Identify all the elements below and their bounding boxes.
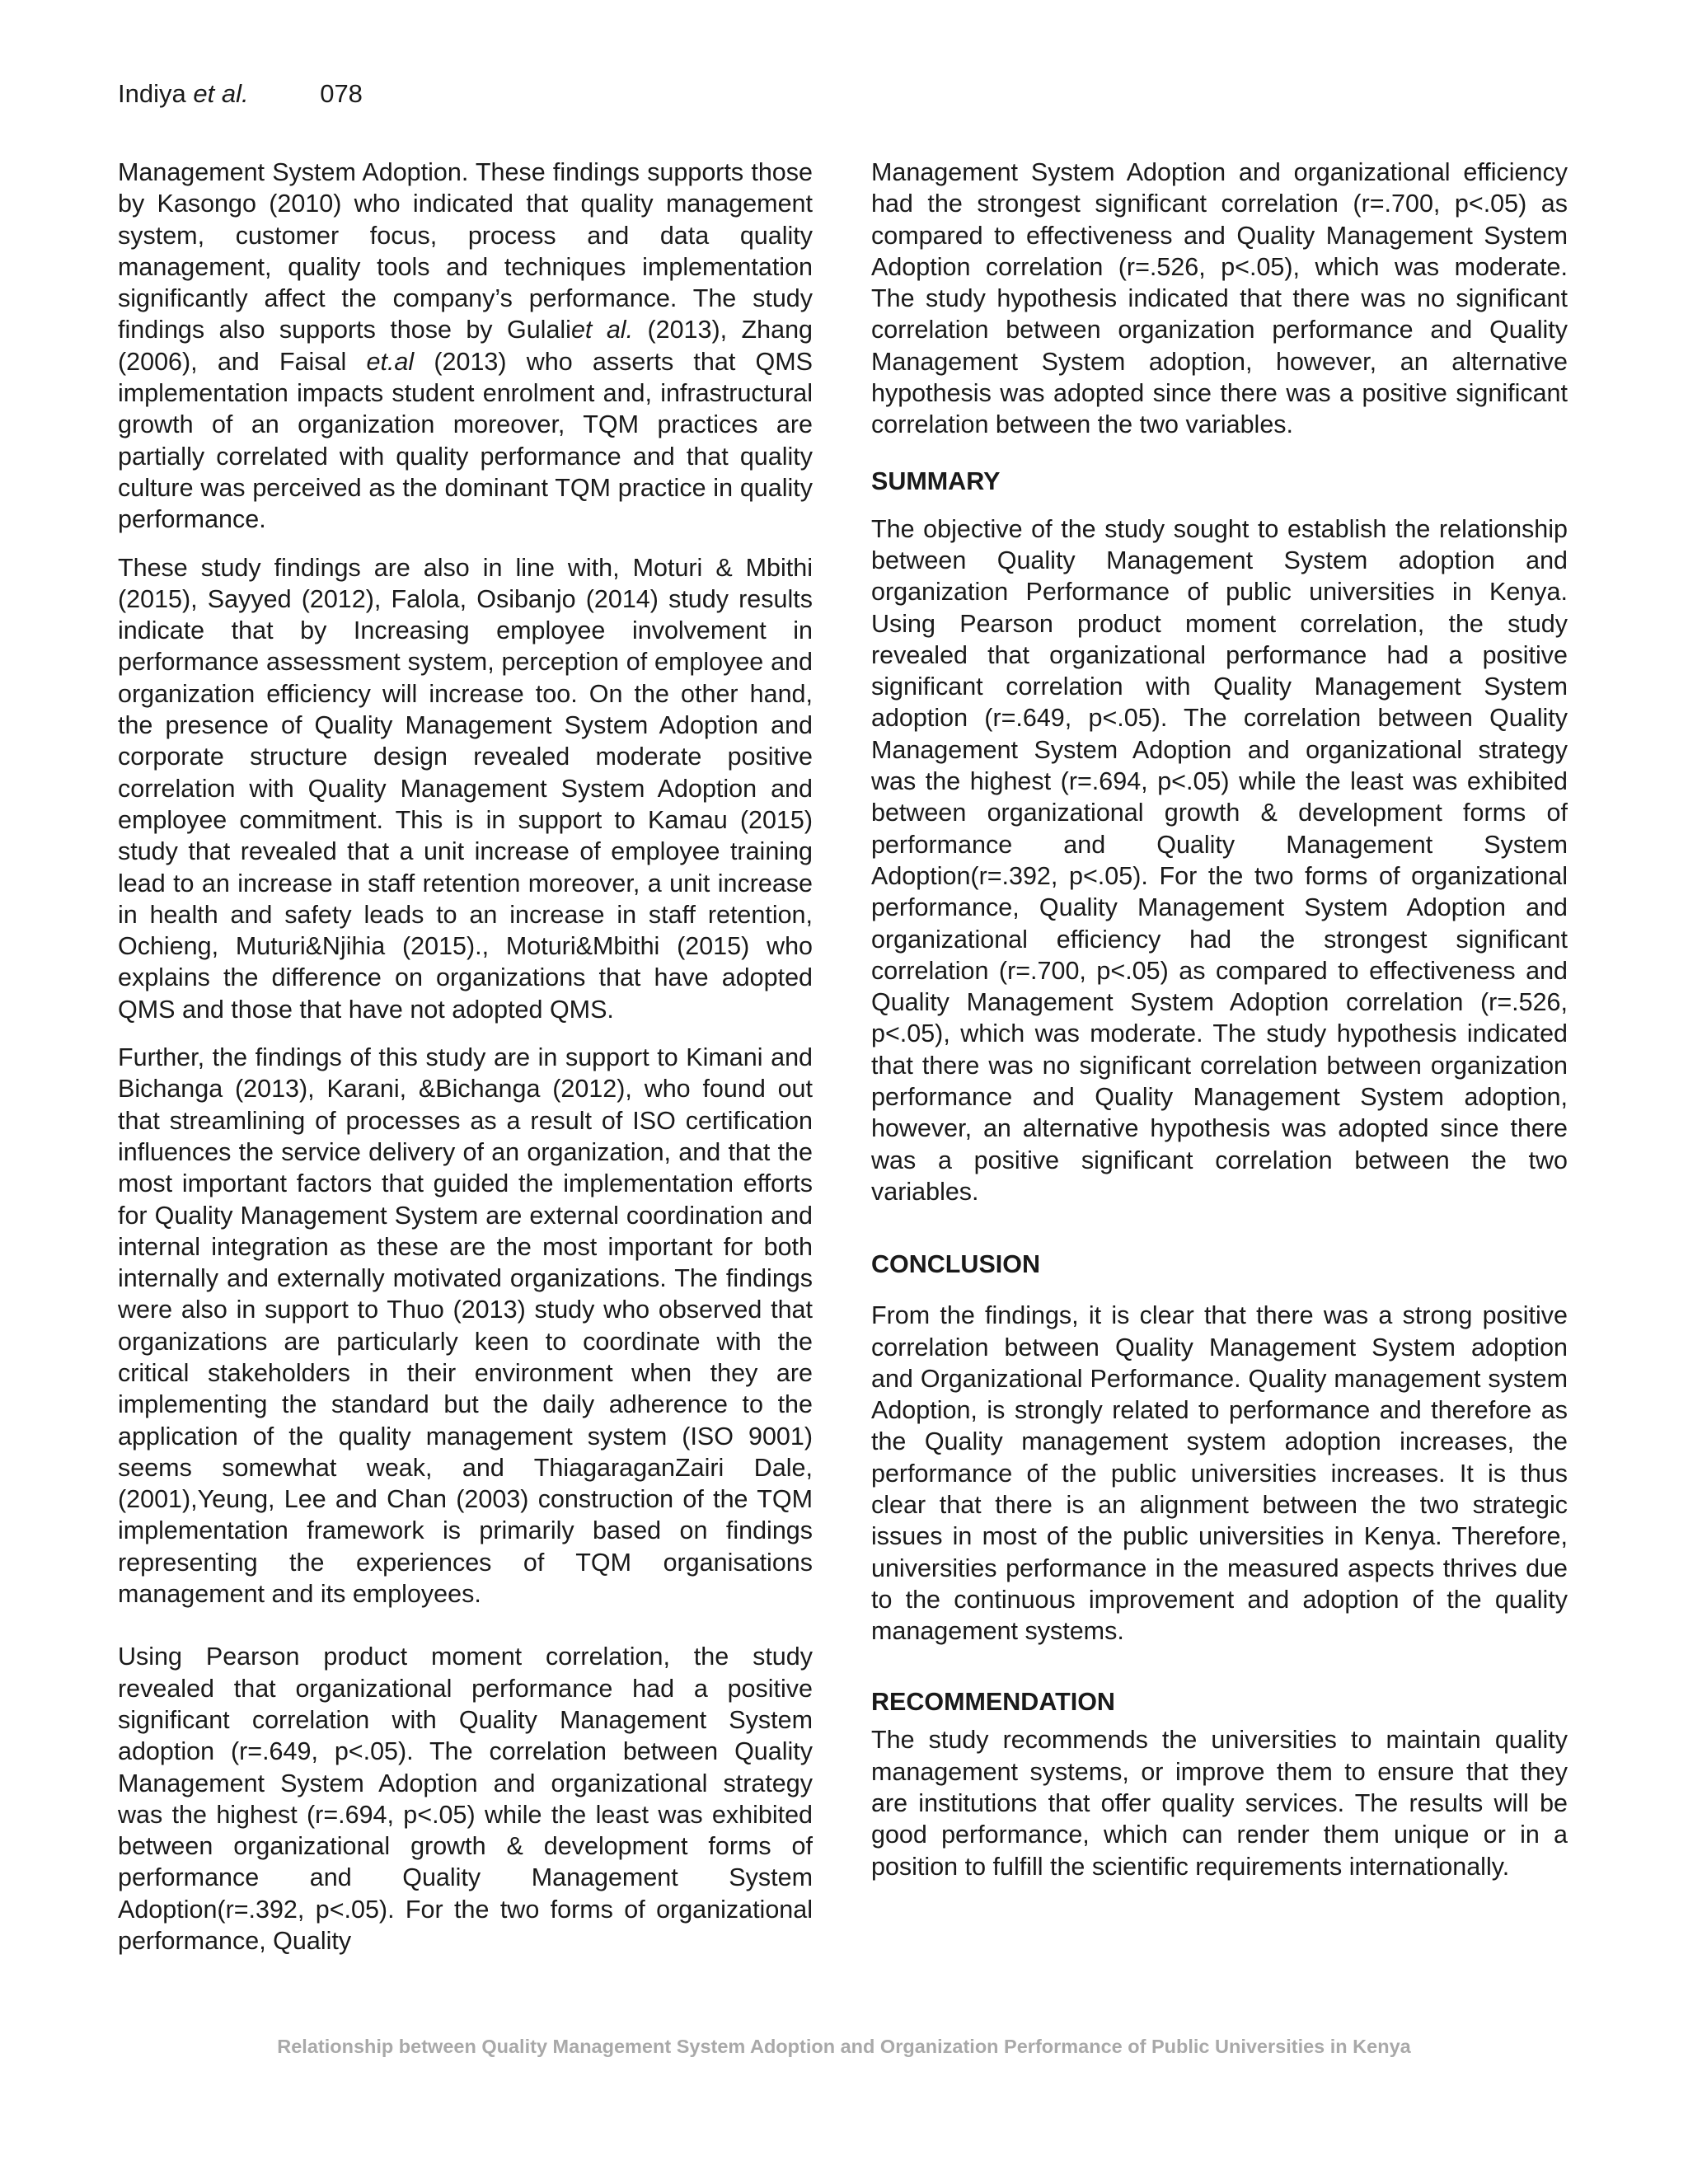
running-title-footer: Relationship between Quality Management System Adoption and Organization Performance of Public Universities in Kenya xyxy=(277,2036,1411,2057)
body-paragraph xyxy=(118,157,813,536)
header-author: Indiya xyxy=(118,79,186,108)
citation-etal: et.al xyxy=(366,347,415,376)
header-etal: et al. xyxy=(193,79,249,108)
paragraph-text: (2013), Zhang (2006), and Faisal xyxy=(118,316,814,376)
left-column xyxy=(118,157,813,1957)
conclusion-heading: CONCLUSION xyxy=(871,1250,1041,1279)
conclusion-paragraph: From the findings, it is clear that there was a strong positive correlation between Quality Management System adoption and Organizational Performance. Quality management system Adoption, is strongly related to performance and therefore as the Quality management system adoption increases, the performance of the public universities increases. It is thus clear that there is an alignment between the two strategic issues in most of the public universities in Kenya. Therefore, universities performance in the measured aspects thrives due to the continuous improvement and adoption of the quality management systems. xyxy=(871,1301,1568,1646)
citation-etal: et al. xyxy=(570,316,634,344)
paragraph-text: (2013) who asserts that QMS implementation impacts student enrolment and, infrastructural growth of an organization moreover, TQM practices are partially correlated with quality performance and that quality culture was perceived as the dominant TQM practice in quality performance. xyxy=(118,347,813,534)
paragraph-text: Management System Adoption. These findings supports those by Kasongo (2010) who indicated that quality management system, customer focus, process and data quality management, quality tools and techniques implementation significantly affect the company’s performance. The study findings also supports those by Gulali xyxy=(118,158,813,344)
summary-heading: SUMMARY xyxy=(871,466,1001,495)
recommendation-paragraph: The study recommends the universities to maintain quality management systems, or improve them to ensure that they are institutions that offer quality services. The results will be good performance, which can render them unique or in a position to fulfill the scientific requirements internationally. xyxy=(871,1726,1568,1881)
right-column xyxy=(871,157,1568,1882)
summary-paragraph: The objective of the study sought to establish the relationship between Quality Management System adoption and organization Performance of public universities in Kenya. Using Pearson product moment correlation, the study revealed that organizational performance had a positive significant correlation with Quality Management System adoption (r=.649, p<.05). The correlation between Quality Management System Adoption and organizational strategy was the highest (r=.694, p<.05) while the least was exhibited between organizational growth & development forms of performance and Quality Management System Adoption(r=.392, p<.05). For the two forms of organizational performance, Quality Management System Adoption and organizational efficiency had the strongest significant correlation (r=.700, p<.05) as compared to effectiveness and Quality Management System Adoption correlation (r=.526, p<.05), which was moderate. The study hypothesis indicated that there was no significant correlation between organization performance and Quality Management System adoption, however, an alternative hypothesis was adopted since there was a positive significant correlation between the two variables. xyxy=(871,514,1568,1206)
page-header xyxy=(118,77,363,110)
page-number: 078 xyxy=(320,79,363,108)
body-paragraph: Further, the findings of this study are in support to Kimani and Bichanga (2013), Karani, &Bichanga (2012), who found out that streamlining of processes as a result of ISO certification influences the service delivery of an organization, and that the most important factors that guided the implementation efforts for Quality Management System are external coordination and internal integration as these are the most important for both internally and externally motivated organizations. The findings were also in support to Thuo (2013) study who observed that organizations are particularly keen to coordinate with the critical stakeholders in their environment when they are implementing the standard but the daily adherence to the application of the quality management system (ISO 9001) seems somewhat weak, and ThiagaraganZairi Dale, (2001),Yeung, Lee and Chan (2003) construction of the TQM implementation framework is primarily based on findings representing the experiences of TQM organisations management and its employees. xyxy=(118,1043,813,1609)
body-paragraph: Using Pearson product moment correlation, the study revealed that organizational performance had a positive significant correlation with Quality Management System adoption (r=.649, p<.05). The correlation between Quality Management System Adoption and organizational strategy was the highest (r=.694, p<.05) while the least was exhibited between organizational growth & development forms of performance and Quality Management System Adoption(r=.392, p<.05). For the two forms of organizational performance, Quality xyxy=(118,1643,813,1956)
body-paragraph: Management System Adoption and organizational efficiency had the strongest significant correlation (r=.700, p<.05) as compared to effectiveness and Quality Management System Adoption correlation (r=.526, p<.05), which was moderate. The study hypothesis indicated that there was no significant correlation between organization performance and Quality Management System adoption, however, an alternative hypothesis was adopted since there was a positive significant correlation between the two variables. xyxy=(871,158,1568,439)
body-paragraph: These study findings are also in line with, Moturi & Mbithi (2015), Sayyed (2012), Falola, Osibanjo (2014) study results indicate that by Increasing employee involvement in performance assessment system, perception of employee and organization efficiency will increase too. On the other hand, the presence of Quality Management System Adoption and corporate structure design revealed moderate positive correlation with Quality Management System Adoption and employee commitment. This is in support to Kamau (2015) study that revealed that a unit increase of employee training lead to an increase in staff retention moreover, a unit increase in health and safety leads to an increase in staff retention, Ochieng, Muturi&Njihia (2015)., Moturi&Mbithi (2015) who explains the difference on organizations that have adopted QMS and those that have not adopted QMS. xyxy=(118,553,813,1024)
recommendation-heading: RECOMMENDATION xyxy=(871,1688,1115,1717)
